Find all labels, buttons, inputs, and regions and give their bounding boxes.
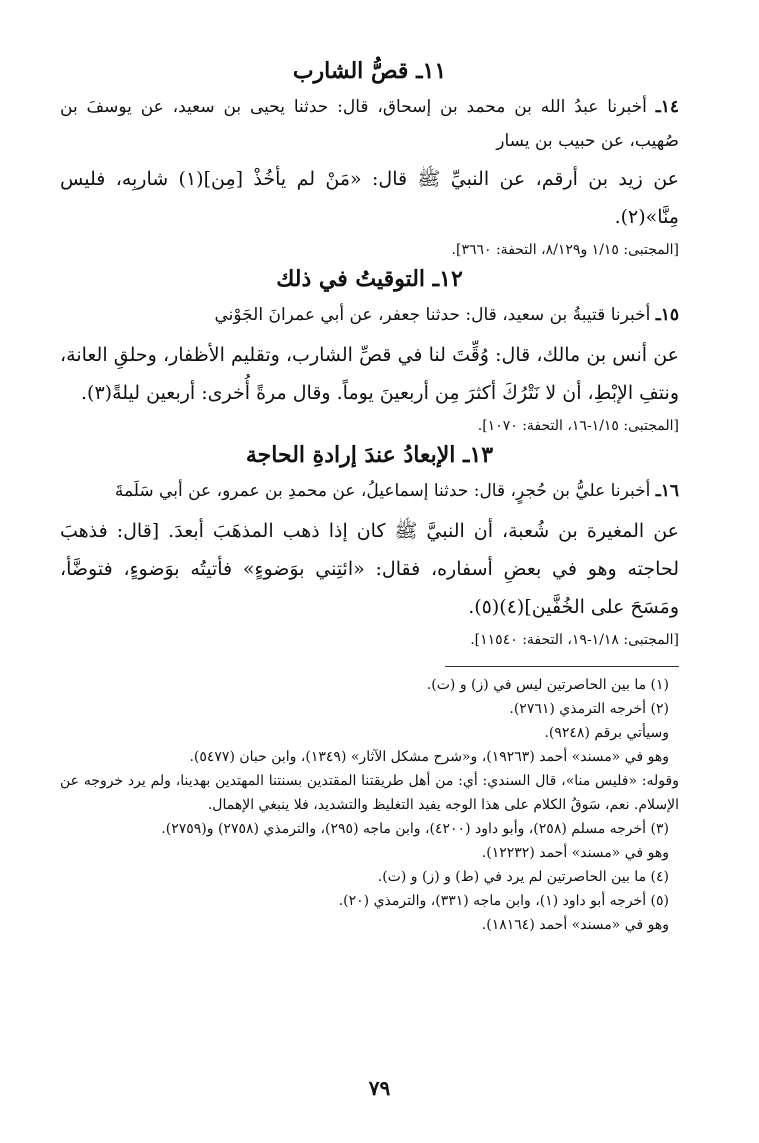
hadith-chain bbox=[60, 90, 679, 158]
hadith-number: ١٥ـ bbox=[655, 305, 679, 325]
hadith-text: عن أنس بن مالك، قال: وُقِّتَ لنا في قصِّ الشارب، وتقليم الأظفار، وحلقِ العانة، ونتفِ الإبْطِ، أن لا نَتْرُكَ أكثرَ مِن أربعينَ يوماً. وقال مرةً أُخرى: أربعين ليلةً(٣). bbox=[60, 344, 679, 404]
source-reference: [المجتبى: ١/١٥-١٦، التحفة: ١٠٧٠]. bbox=[477, 418, 679, 434]
hadith-text: عن زيد بن أرقم، عن النبيِّ ﷺ قال: «مَنْ لم يأخُذْ [مِن](١) شاربِه، فليس مِنَّا»(٢). bbox=[60, 168, 680, 228]
hadith-chain bbox=[60, 474, 679, 508]
source-reference: [المجتبى: ١/١٨-١٩، التحفة: ١١٥٤٠]. bbox=[470, 632, 679, 648]
footnote-separator bbox=[445, 666, 679, 667]
hadith-text: عن المغيرة بن شُعبة، أن النبيَّ ﷺ كان إذا ذهب المذهَبَ أبعدَ. [قال: فذهبَ لحاجته وهو في بعضِ أسفاره، فقال: «ائتِني بوَضوءٍ» فأتيتُه بوَضوءٍ، فتوضَّأ، ومَسَحَ على الخُفَّين](٤)(٥). bbox=[60, 520, 679, 618]
footnote: (٢) أخرجه الترمذي (٢٧٦١). bbox=[509, 701, 669, 717]
footnote: (٤) ما بين الحاصرتين لم يرد في (ط) و (ز) و (ت). bbox=[377, 869, 669, 885]
footnote: وقوله: «فليس منا»، قال السندي: أي: من أهل طريقتنا المقتدين بسنتنا المهتدين بهدينا، ولم يرد خروجه عن الإسلام. نعم، سَوقُ الكلام على هذا الوجه يفيد التغليظ والتشديد، فلا ينبغي الإهمال. bbox=[60, 773, 679, 813]
hadith-number: ١٤ـ bbox=[655, 97, 679, 117]
footnote: (١) ما بين الحاصرتين ليس في (ز) و (ت). bbox=[426, 677, 669, 693]
hadith-number: ١٦ـ bbox=[655, 481, 679, 501]
footnote: وهو في «مسند» أحمد (١٢٢٣٢). bbox=[481, 845, 669, 861]
chain-text: أخبرنا عبدُ الله بن محمد بن إسحاق، قال: حدثنا يحيى بن سعيد، عن يوسفَ بن صُهيب، عن حبيب بن يسار bbox=[60, 97, 679, 151]
chain-text: أخبرنا عليُّ بن حُجرٍ، قال: حدثنا إسماعيلُ، عن محمدِ بن عمرو، عن أبي سَلَمةَ bbox=[114, 481, 651, 501]
chain-text: أخبرنا قتيبةُ بن سعيد، قال: حدثنا جعفر، عن أبي عمرانَ الجَوْني bbox=[214, 305, 651, 325]
section-heading: ١١ـ قصُّ الشارب bbox=[292, 58, 447, 84]
footnote: (٥) أخرجه أبو داود (١)، وابن ماجه (٣٣١)، والترمذي (٢٠). bbox=[338, 893, 669, 909]
footnote: وهو في «مسند» أحمد (١٩٢٦٣)، و«شرح مشكل الآثار» (١٣٤٩)، وابن حبان (٥٤٧٧). bbox=[189, 749, 669, 765]
footnote: وسيأتي برقم (٩٢٤٨). bbox=[544, 725, 669, 741]
footnote: وهو في «مسند» أحمد (١٨١٦٤). bbox=[481, 917, 669, 933]
section-heading: ١٣ـ الإبعادُ عندَ إرادةِ الحاجة bbox=[245, 442, 494, 468]
page-number: ٧٩ bbox=[368, 1076, 391, 1100]
section-heading: ١٢ـ التوقيتُ في ذلك bbox=[276, 266, 463, 292]
hadith-chain bbox=[60, 298, 679, 332]
source-reference: [المجتبى: ١/١٥ و٨/١٢٩، التحفة: ٣٦٦٠]. bbox=[451, 242, 679, 258]
footnotes bbox=[60, 673, 679, 937]
footnote: (٣) أخرجه مسلم (٢٥٨)، وأبو داود (٤٢٠٠)، وابن ماجه (٢٩٥)، والترمذي (٢٧٥٨) و(٢٧٥٩). bbox=[161, 821, 669, 837]
book-page bbox=[0, 58, 759, 1143]
